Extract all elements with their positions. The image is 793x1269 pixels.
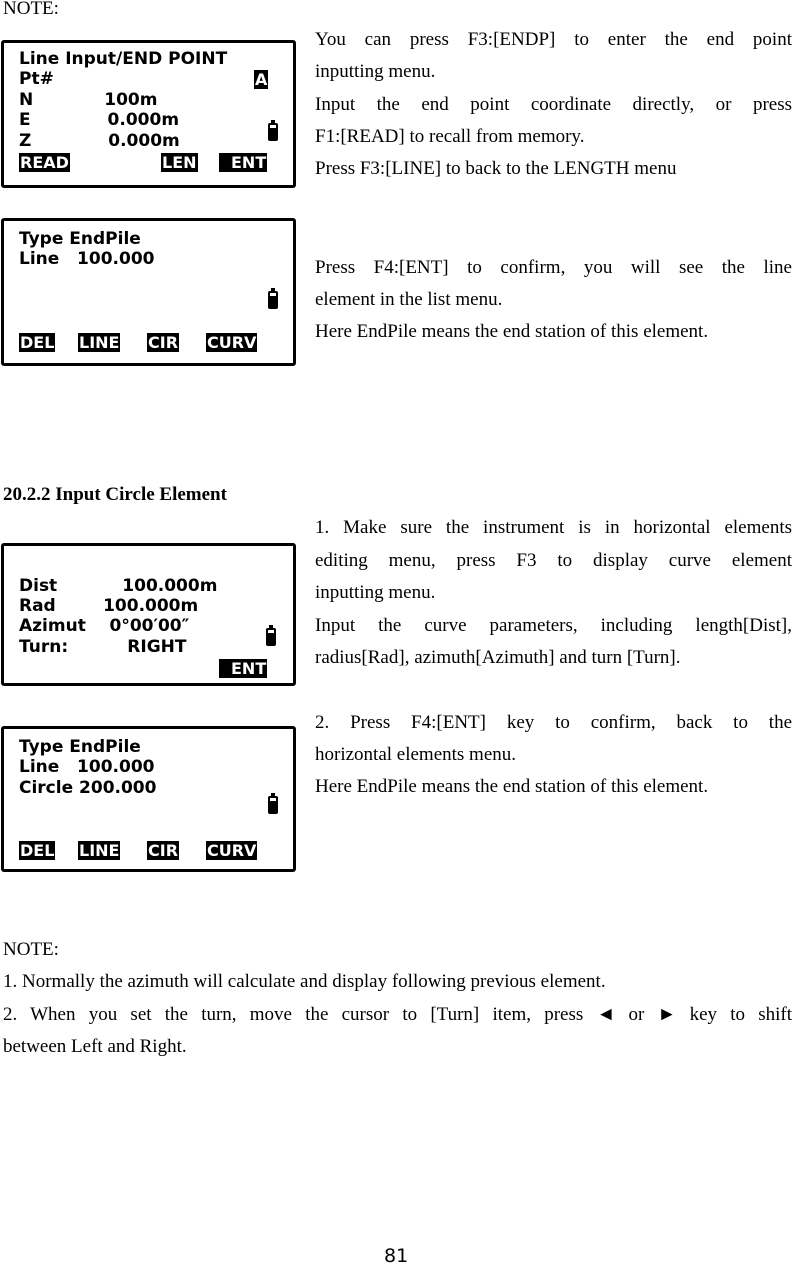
lcd-type-label: Type EndPile (19, 737, 141, 757)
softkey-curv[interactable]: CURV (207, 841, 257, 860)
lcd-screen-line-input (1, 40, 296, 188)
note-item-1: 1. Normally the azimuth will calculate and display following previous element. (3, 971, 606, 992)
note-label-bottom: NOTE: (3, 939, 59, 960)
softkey-ent[interactable]: ENT (219, 153, 267, 172)
lcd-type-label: Type EndPile (19, 229, 141, 249)
para3-line4: Input the curve parameters, including length[Dist], (315, 615, 792, 636)
lcd-line-value: Line 100.000 (19, 757, 155, 777)
lcd-screen-type-endpile-2 (1, 726, 296, 872)
lcd-pt-label: Pt# (19, 69, 54, 89)
section-heading: 20.2.2 Input Circle Element (3, 484, 227, 505)
softkey-del[interactable]: DEL (20, 841, 55, 860)
lcd-line-value: Line 100.000 (19, 249, 155, 269)
lcd-north: N 100m (19, 90, 158, 110)
para4-line2: horizontal elements menu. (315, 744, 517, 765)
para2-line2: element in the list menu. (315, 289, 503, 310)
para3-line5: radius[Rad], azimuth[Azimuth] and turn [Turn]. (315, 647, 681, 668)
softkey-line[interactable]: LINE (79, 333, 120, 352)
softkey-line[interactable]: LINE (79, 841, 120, 860)
softkey-len[interactable]: LEN (162, 153, 197, 172)
lcd-z: Z 0.000m (19, 131, 180, 151)
para2-line1: Press F4:[ENT] to confirm, you will see the line (315, 257, 792, 278)
lcd-screen-curve-params (1, 543, 296, 686)
softkey-curv[interactable]: CURV (207, 333, 257, 352)
para3-line2: editing menu, press F3 to display curve element (315, 550, 792, 571)
softkey-read[interactable]: READ (20, 153, 69, 172)
battery-icon (266, 628, 276, 646)
mode-badge: A (255, 70, 268, 89)
softkey-ent[interactable]: ENT (219, 659, 267, 678)
para1-line5: Press F3:[LINE] to back to the LENGTH menu (315, 158, 677, 179)
para1-line4: F1:[READ] to recall from memory. (315, 126, 585, 147)
para2-line3: Here EndPile means the end station of this element. (315, 321, 709, 342)
softkey-del[interactable]: DEL (20, 333, 55, 352)
para4-line3: Here EndPile means the end station of this element. (315, 776, 709, 797)
note-item-2-cont: between Left and Right. (3, 1036, 187, 1057)
para3-line1: 1. Make sure the instrument is in horizontal elements (315, 517, 792, 538)
para1-line2: inputting menu. (315, 61, 436, 82)
para4-line1: 2. Press F4:[ENT] key to confirm, back to the (315, 712, 792, 733)
lcd-rad: Rad 100.000m (19, 596, 199, 616)
softkey-cir[interactable]: CIR (148, 333, 179, 352)
lcd-turn: Turn: RIGHT (19, 637, 187, 657)
battery-icon (268, 796, 278, 814)
lcd-dist: Dist 100.000m (19, 576, 218, 596)
lcd-circle-value: Circle 200.000 (19, 778, 157, 798)
lcd-east: E 0.000m (19, 110, 180, 130)
softkey-cir[interactable]: CIR (148, 841, 179, 860)
page-number: 81 (384, 1245, 409, 1267)
note-item-2: 2. When you set the turn, move the cursor to [Turn] item, press ◄ or ► key to shift (3, 1004, 792, 1025)
lcd-title: Line Input/END POINT (19, 49, 228, 69)
battery-icon (268, 291, 278, 309)
battery-icon (268, 123, 278, 141)
para1-line1: You can press F3:[ENDP] to enter the end point (315, 29, 792, 50)
lcd-azimut: Azimut 0°00′00″ (19, 616, 190, 636)
note-label-top: NOTE: (3, 0, 59, 19)
lcd-screen-type-endpile-1 (1, 218, 296, 366)
para1-line3: Input the end point coordinate directly, or press (315, 94, 792, 115)
para3-line3: inputting menu. (315, 582, 436, 603)
